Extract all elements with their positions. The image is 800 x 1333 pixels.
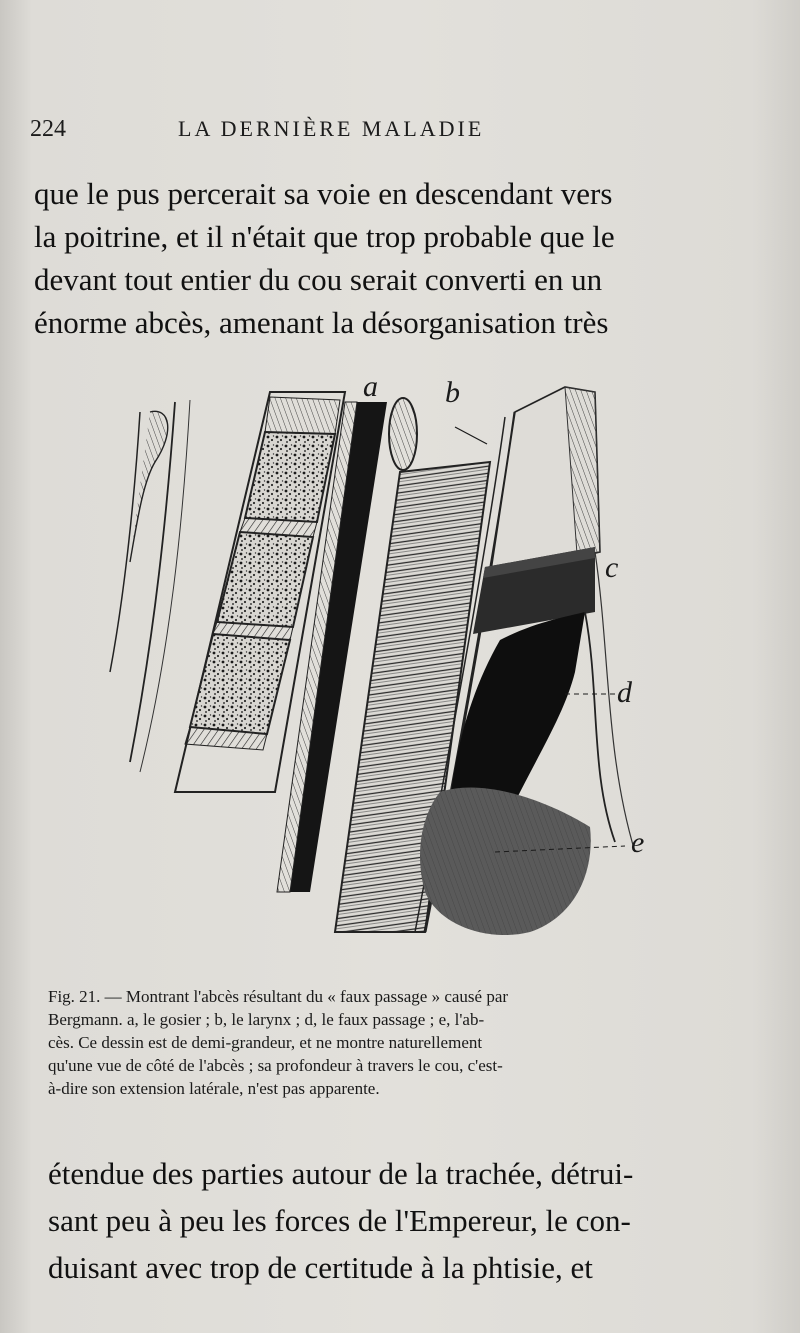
figure-label-a: a xyxy=(363,372,378,403)
text-line: duisant avec trop de certitude à la phtisie, et xyxy=(48,1250,593,1285)
paragraph-top xyxy=(34,172,694,344)
text-line: étendue des parties autour de la trachée, détrui- xyxy=(48,1156,634,1191)
caption-line: à-dire son extension latérale, n'est pas apparente. xyxy=(48,1079,380,1098)
caption-line: qu'une vue de côté de l'abcès ; sa profondeur à travers le cou, c'est- xyxy=(48,1056,503,1075)
neck-cross-section-engraving xyxy=(95,372,675,952)
figure-label-d: d xyxy=(617,676,632,709)
text-line: que le pus percerait sa voie en descendant vers xyxy=(34,176,613,211)
figure-label-e: e xyxy=(631,826,645,859)
page-number: 224 xyxy=(30,116,66,142)
text-line: la poitrine, et il n'était que trop probable que le xyxy=(34,219,615,254)
anatomical-illustration xyxy=(95,372,675,952)
caption-line: Fig. 21. — Montrant l'abcès résultant du « faux passage » causé par xyxy=(48,987,509,1006)
running-title: LA DERNIÈRE MALADIE xyxy=(178,116,485,141)
text-line: sant peu à peu les forces de l'Empereur, le con- xyxy=(48,1203,631,1238)
text-line: devant tout entier du cou serait converti en un xyxy=(34,262,603,297)
figure-label-b: b xyxy=(445,376,460,409)
caption-line: cès. Ce dessin est de demi-grandeur, et ne montre naturellement xyxy=(48,1033,483,1052)
text-line: énorme abcès, amenant la désorganisation très xyxy=(34,305,609,340)
figure-caption xyxy=(48,985,703,1100)
page-header xyxy=(30,116,730,148)
figure-label-c: c xyxy=(605,551,619,584)
caption-line: Bergmann. a, le gosier ; b, le larynx ; d, le faux passage ; e, l'ab- xyxy=(48,1010,485,1029)
paragraph-bottom xyxy=(48,1150,708,1291)
